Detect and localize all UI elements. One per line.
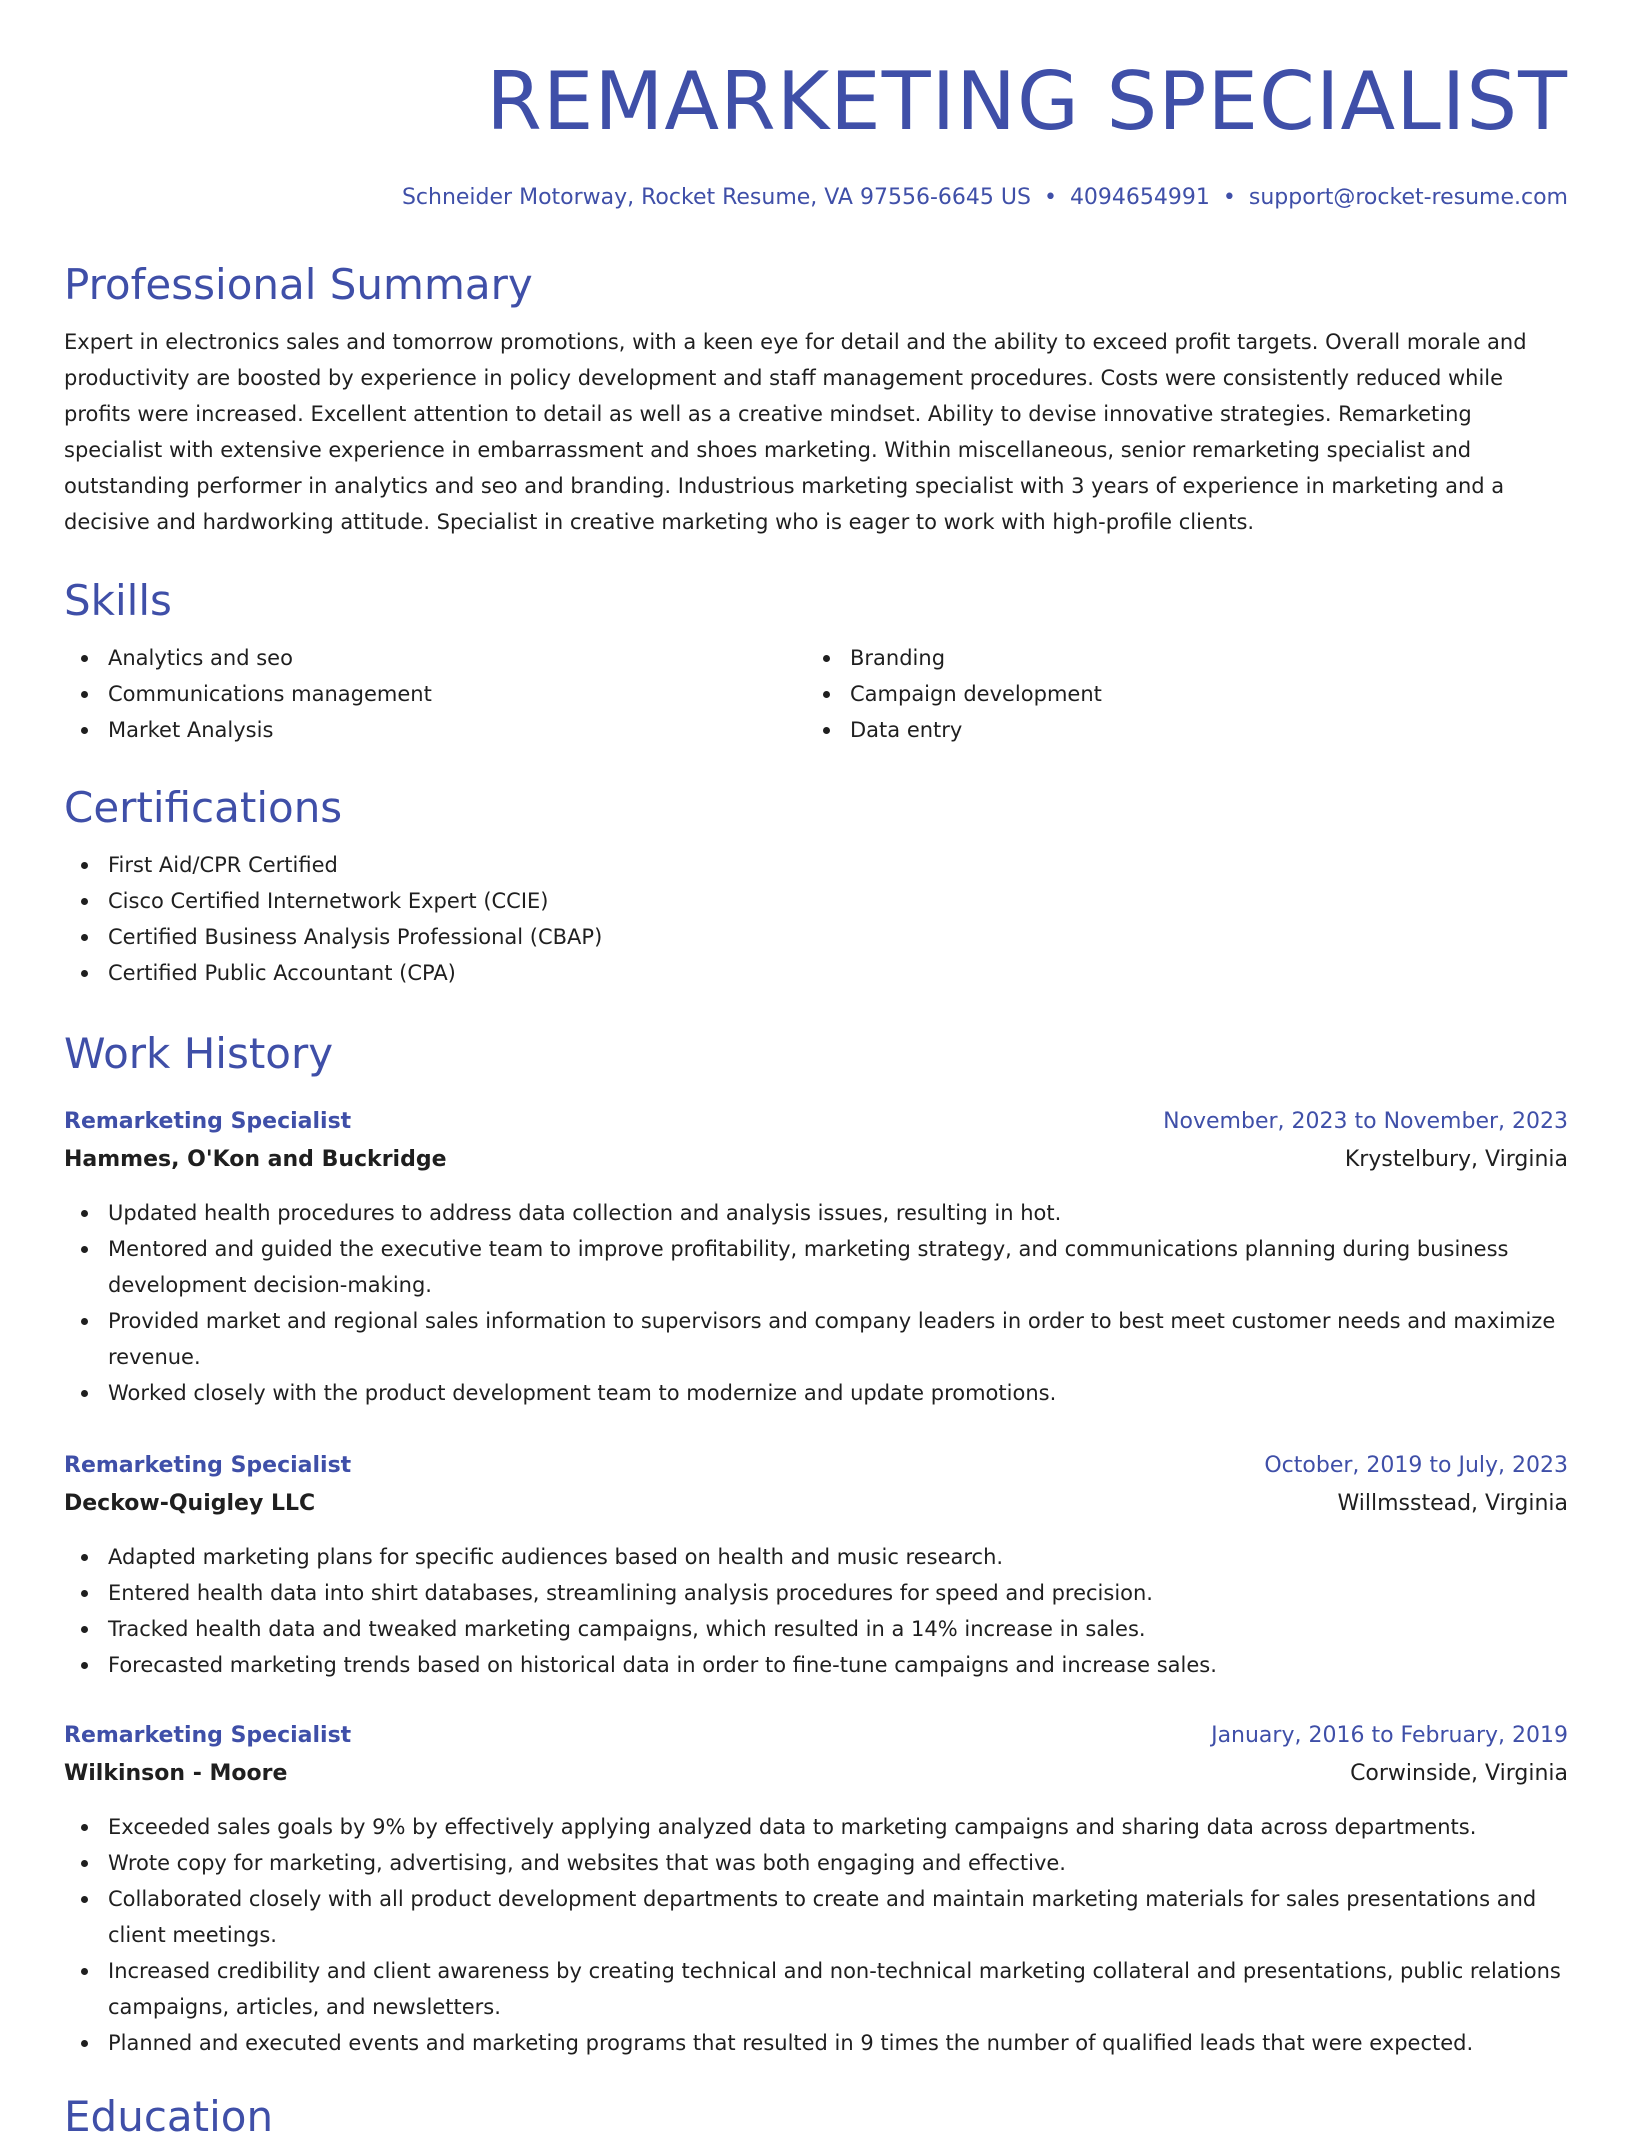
job-header-row bbox=[64, 1447, 1568, 1485]
skills-list-right bbox=[806, 640, 1548, 748]
certification-item: Certified Public Accountant (CPA) bbox=[64, 955, 1568, 991]
job-entry bbox=[64, 1447, 1568, 1683]
job-company: Wilkinson - Moore bbox=[64, 1761, 288, 1786]
summary-heading: Professional Summary bbox=[64, 260, 533, 309]
job-dates: January, 2016 to February, 2019 bbox=[1211, 1723, 1568, 1748]
job-company: Hammes, O'Kon and Buckridge bbox=[64, 1147, 447, 1172]
skill-item: Branding bbox=[806, 640, 1548, 676]
skills-list-left bbox=[64, 640, 806, 748]
resume-title: REMARKETING SPECIALIST bbox=[486, 55, 1568, 148]
skill-item: Communications management bbox=[64, 676, 806, 712]
job-bullet: Mentored and guided the executive team to improve profitability, marketing strategy, and communications planning during business development decision-making. bbox=[64, 1231, 1568, 1303]
education-section bbox=[64, 2090, 1568, 2144]
work-history-heading: Work History bbox=[64, 1029, 334, 1078]
job-company-row bbox=[64, 1755, 1568, 1793]
contact-separator: • bbox=[1043, 185, 1057, 210]
job-bullet: Entered health data into shirt databases, streamlining analysis procedures for speed and precision. bbox=[64, 1575, 1568, 1611]
job-title: Remarketing Specialist bbox=[64, 1109, 352, 1134]
job-location: Willmsstead, Virginia bbox=[1337, 1491, 1568, 1516]
job-dates: November, 2023 to November, 2023 bbox=[1163, 1109, 1568, 1134]
job-location: Krystelbury, Virginia bbox=[1344, 1147, 1568, 1172]
job-bullet: Adapted marketing plans for specific audiences based on health and music research. bbox=[64, 1539, 1568, 1575]
summary-text: Expert in electronics sales and tomorrow promotions, with a keen eye for detail and the ability to exceed profit targets. Overall morale and productivity are boosted by experience in policy development and staff management procedures. Costs were consistently reduced while profits were increased. Excellent attention to detail as well as a creative mindset. Ability to devise innovative strategies. Remarketing specialist with extensive experience in embarrassment and shoes marketing. Within miscellaneous, senior remarketing specialist and outstanding performer in analytics and seo and branding. Industrious marketing specialist with 3 years of experience in marketing and a decisive and hardworking attitude. Specialist in creative marketing who is eager to work with high-profile clients. bbox=[64, 330, 1527, 534]
certification-item: Cisco Certified Internetwork Expert (CCIE) bbox=[64, 883, 1568, 919]
job-company: Deckow-Quigley LLC bbox=[64, 1491, 316, 1516]
certifications-heading: Certifications bbox=[64, 783, 343, 832]
job-bullet: Planned and executed events and marketing programs that resulted in 9 times the number of qualified leads that were expected. bbox=[64, 2025, 1568, 2061]
job-bullet: Increased credibility and client awareness by creating technical and non-technical marketing collateral and presentations, public relations campaigns, articles, and newsletters. bbox=[64, 1953, 1568, 2025]
job-bullet: Tracked health data and tweaked marketing campaigns, which resulted in a 14% increase in sales. bbox=[64, 1611, 1568, 1647]
certification-item: First Aid/CPR Certified bbox=[64, 847, 1568, 883]
job-bullets bbox=[64, 1539, 1568, 1683]
job-bullet: Forecasted marketing trends based on historical data in order to fine-tune campaigns and increase sales. bbox=[64, 1647, 1568, 1683]
job-bullet: Worked closely with the product development team to modernize and update promotions. bbox=[64, 1375, 1568, 1411]
job-location: Corwinside, Virginia bbox=[1350, 1761, 1568, 1786]
skills-heading: Skills bbox=[64, 576, 172, 625]
job-company-row bbox=[64, 1141, 1568, 1179]
job-header-row bbox=[64, 1717, 1568, 1755]
skill-item: Data entry bbox=[806, 712, 1548, 748]
job-bullet: Updated health procedures to address data collection and analysis issues, resulting in hot. bbox=[64, 1195, 1568, 1231]
job-bullets bbox=[64, 1195, 1568, 1411]
job-bullet: Wrote copy for marketing, advertising, and websites that was both engaging and effective. bbox=[64, 1845, 1568, 1881]
certifications-section bbox=[64, 781, 1568, 991]
contact-address: Schneider Motorway, Rocket Resume, VA 97556-6645 US bbox=[401, 185, 1031, 210]
education-heading: Education bbox=[64, 2092, 274, 2141]
job-title: Remarketing Specialist bbox=[64, 1453, 352, 1478]
job-bullet: Exceeded sales goals by 9% by effectively applying analyzed data to marketing campaigns and sharing data across departments. bbox=[64, 1809, 1568, 1845]
work-history-section bbox=[64, 1027, 1568, 1081]
skill-item: Analytics and seo bbox=[64, 640, 806, 676]
job-bullet: Provided market and regional sales information to supervisors and company leaders in order to best meet customer needs and maximize revenue. bbox=[64, 1303, 1568, 1375]
skill-item: Campaign development bbox=[806, 676, 1548, 712]
job-title: Remarketing Specialist bbox=[64, 1723, 352, 1748]
job-bullets bbox=[64, 1809, 1568, 2061]
certification-item: Certified Business Analysis Professional (CBAP) bbox=[64, 919, 1568, 955]
contact-phone: 4094654991 bbox=[1069, 185, 1210, 210]
job-company-row bbox=[64, 1485, 1568, 1523]
job-entry bbox=[64, 1717, 1568, 2061]
contact-email: support@rocket-resume.com bbox=[1248, 185, 1568, 210]
contact-separator: • bbox=[1222, 185, 1236, 210]
job-entry bbox=[64, 1103, 1568, 1411]
skills-section bbox=[64, 574, 1568, 748]
contact-line bbox=[402, 180, 1568, 216]
skill-item: Market Analysis bbox=[64, 712, 806, 748]
summary-section bbox=[64, 258, 1568, 540]
job-bullet: Collaborated closely with all product development departments to create and maintain marketing materials for sales presentations and client meetings. bbox=[64, 1881, 1568, 1953]
job-dates: October, 2019 to July, 2023 bbox=[1264, 1453, 1568, 1478]
job-header-row bbox=[64, 1103, 1568, 1141]
certifications-list bbox=[64, 847, 1568, 991]
skills-columns bbox=[64, 640, 1568, 748]
